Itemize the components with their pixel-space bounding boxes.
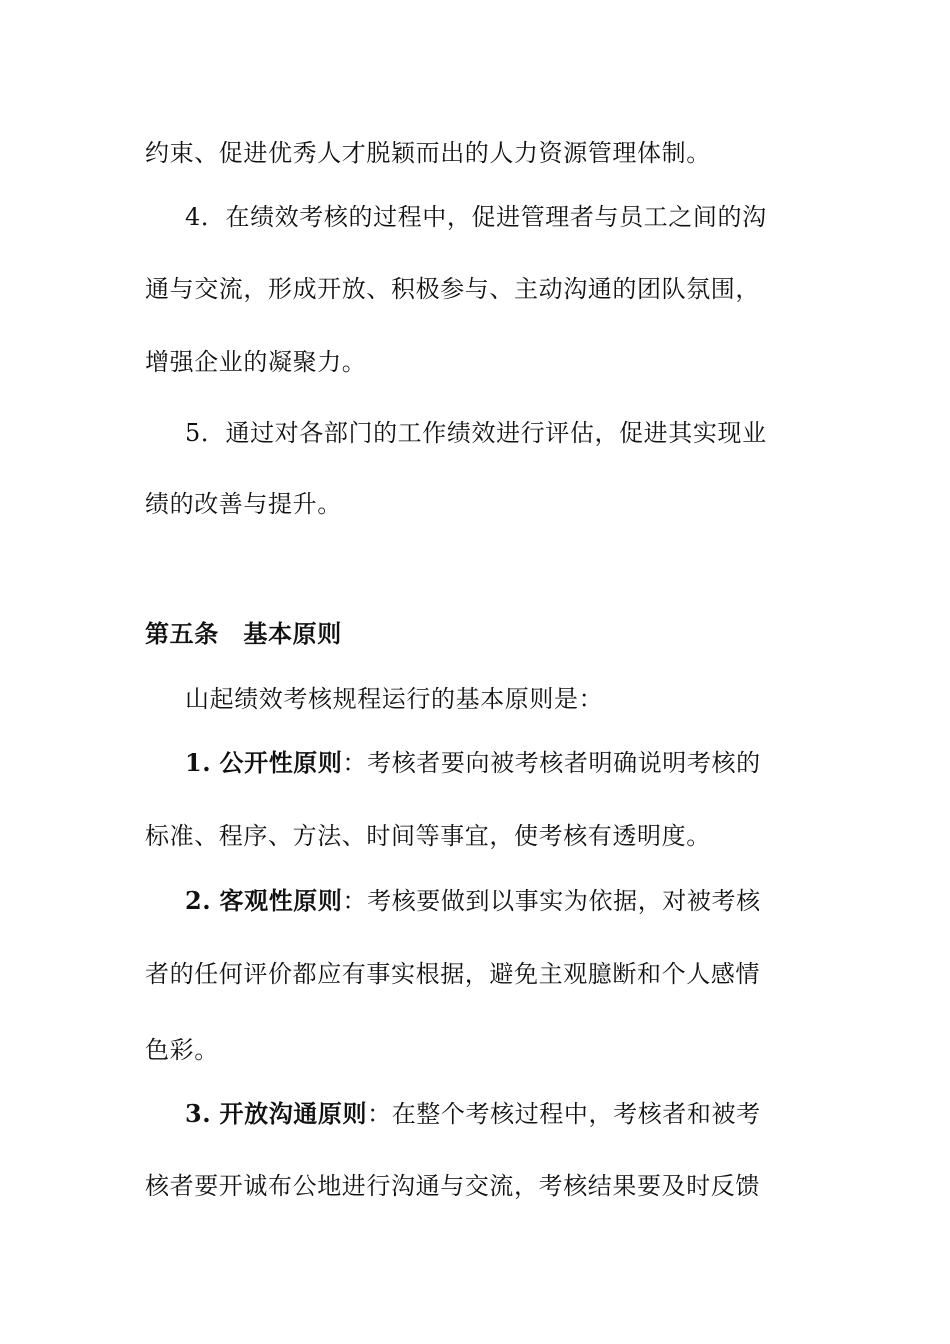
principle-number: 3.	[185, 1099, 212, 1128]
section-heading: 第五条 基本原则	[145, 620, 342, 648]
principle-name: 客观性原则	[219, 887, 343, 915]
paragraph-4-line-2: 通与交流，形成开放、积极参与、主动沟通的团队氛围，	[145, 275, 760, 303]
principle-name: 开放沟通原则	[219, 1100, 368, 1128]
paragraph-5-line-1: 5．通过对各部门的工作绩效进行评估，促进其实现业	[185, 419, 767, 447]
principle-number: 1.	[185, 748, 212, 777]
principle-text: ：考核者要向被考核者明确说明考核的	[342, 749, 761, 777]
principle-3-line-2: 核者要开诚布公地进行沟通与交流，考核结果要及时反馈	[145, 1172, 760, 1200]
principle-name: 公开性原则	[219, 749, 343, 777]
principle-2-line-2: 者的任何评价都应有事实根据，避免主观臆断和个人感情	[145, 960, 760, 988]
principle-2-line-3: 色彩。	[145, 1036, 219, 1064]
paragraph-4-line-3: 增强企业的凝聚力。	[145, 348, 367, 376]
principle-2-line-1	[0, 885, 950, 917]
section-intro: 山起绩效考核规程运行的基本原则是：	[185, 685, 604, 713]
principle-text: ：在整个考核过程中，考核者和被考	[367, 1100, 761, 1128]
paragraph-4-line-1: 4．在绩效考核的过程中，促进管理者与员工之间的沟	[185, 203, 767, 231]
paragraph-5-line-2: 绩的改善与提升。	[145, 490, 342, 518]
principle-number: 2.	[185, 886, 212, 915]
paragraph-3-continuation: 约束、促进优秀人才脱颖而出的人力资源管理体制。	[145, 139, 711, 167]
principle-text: ：考核要做到以事实为依据，对被考核	[342, 887, 761, 915]
principle-3-line-1	[0, 1098, 950, 1130]
principle-1-line-2: 标准、程序、方法、时间等事宜，使考核有透明度。	[145, 822, 711, 850]
principle-1-line-1	[0, 747, 950, 779]
